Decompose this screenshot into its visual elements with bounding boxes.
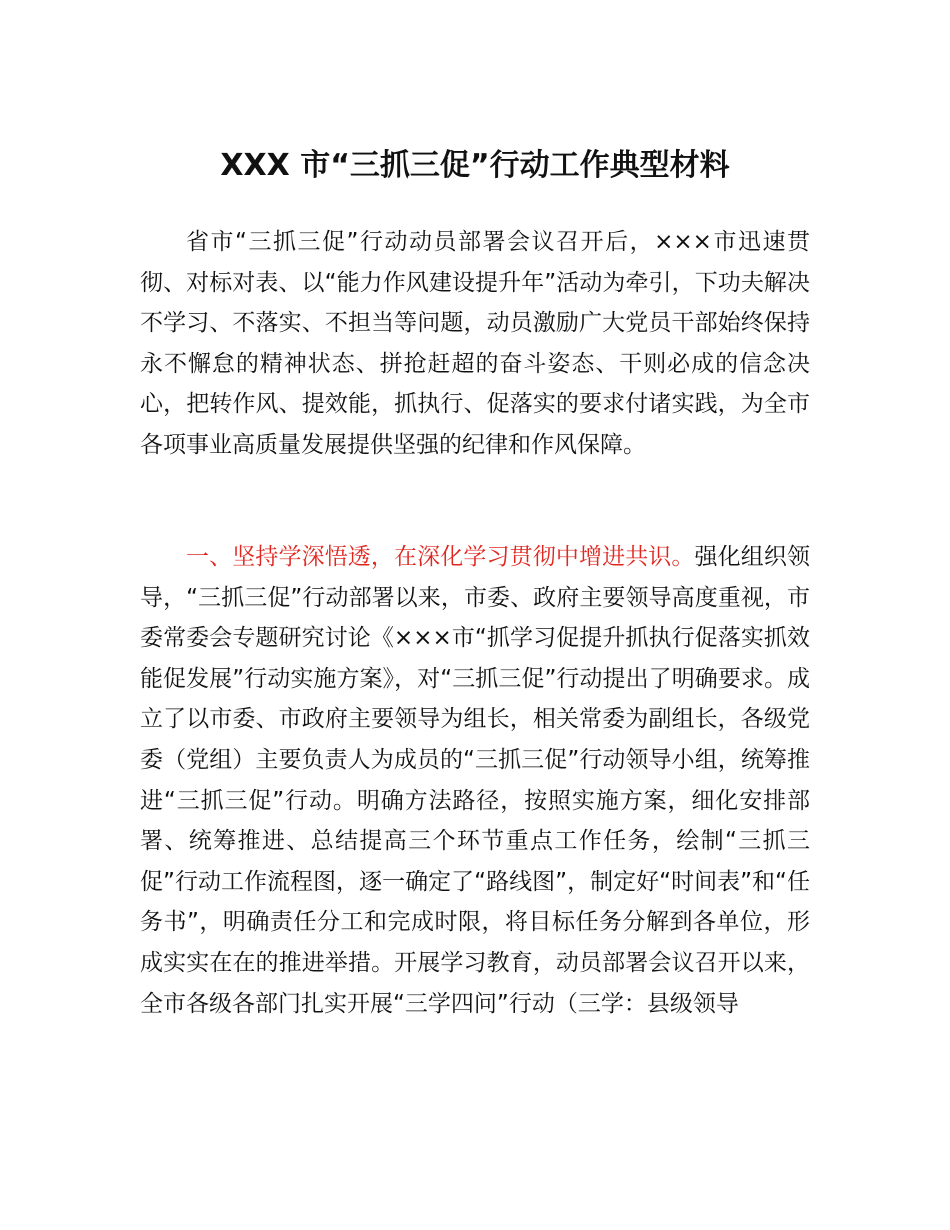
document-title: XXX 市“三抓三促”行动工作典型材料	[220, 148, 730, 183]
section-one-paragraph	[140, 537, 810, 1024]
section-one-text: 强化组织领导，“三抓三促”行动部署以来，市委、政府主要领导高度重视，市委常委会专题研究讨论《×××市“抓学习促提升抓执行促落实抓效能促发展”行动实施方案》，对“三抓三促”行动提出了明确要求。成立了以市委、市政府主要领导为组长，相关常委为副组长，各级党委（党组）主要负责人为成员的“三抓三促”行动领导小组，统筹推进“三抓三促”行动。明确方法路径，按照实施方案，细化安排部署、统筹推进、总结提高三个环节重点工作任务，绘制“三抓三促”行动工作流程图，逐一确定了“路线图”，制定好“时间表”和“任务书”，明确责任分工和完成时限，将目标任务分解到各单位，形成实实在在的推进举措。开展学习教育，动员部署会议召开以来，全市各级各部门扎实开展“三学四问”行动（三学：县级领导	[140, 544, 811, 1017]
intro-paragraph	[140, 222, 810, 466]
section-one-heading: 一、坚持学深悟透，在深化学习贯彻中增进共识。	[186, 544, 695, 570]
intro-paragraph-text: 省市“三抓三促”行动动员部署会议召开后，×××市迅速贯彻、对标对表、以“能力作风建设提升年”活动为牵引，下功夫解决不学习、不落实、不担当等问题，动员激励广大党员干部始终保持永不懈怠的精神状态、拼抢赶超的奋斗姿态、干则必成的信念决心，把转作风、提效能，抓执行、促落实的要求付诸实践，为全市各项事业高质量发展提供坚强的纪律和作风保障。	[140, 229, 810, 458]
